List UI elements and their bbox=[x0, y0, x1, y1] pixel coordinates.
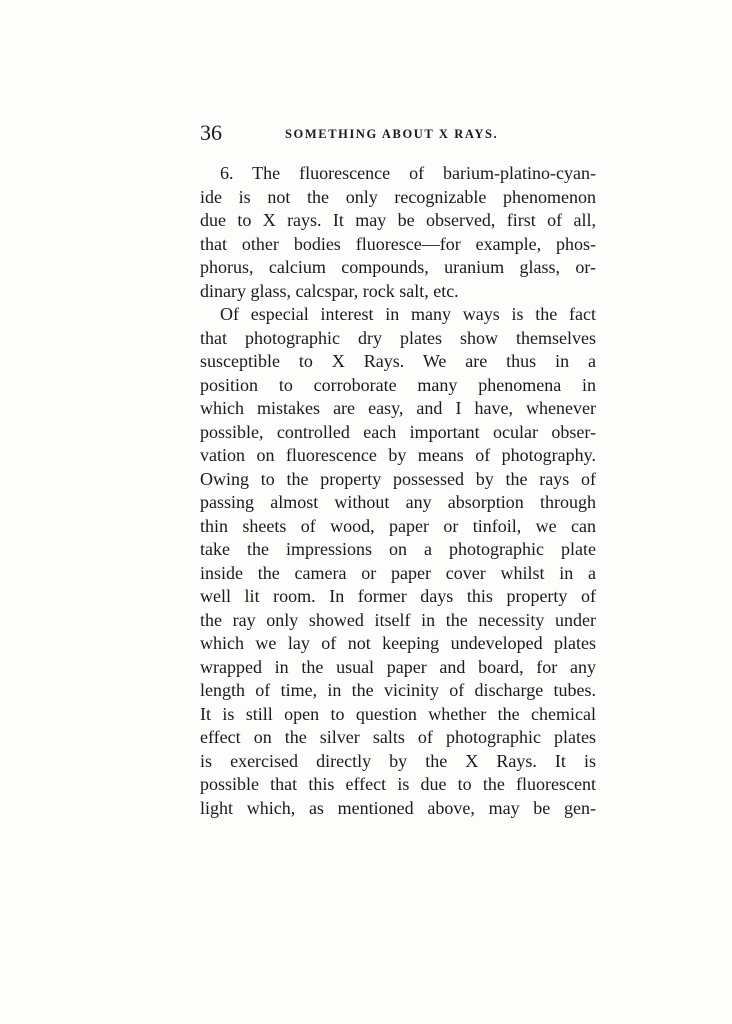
text-line: position to corroborate many phenomena in bbox=[200, 374, 596, 395]
text-line: that photographic dry plates show themselves bbox=[200, 327, 596, 348]
text-line: Of especial interest in many ways is the fact bbox=[220, 304, 596, 324]
text-line: well lit room. In former days this property of bbox=[200, 586, 596, 606]
page-number: 36 bbox=[200, 120, 222, 145]
text-line: thin sheets of wood, paper or tinfoil, we can bbox=[200, 515, 596, 536]
text-line: is exercised directly by the X Rays. It is bbox=[200, 750, 596, 771]
text-line: possible that this effect is due to the fluorescent bbox=[200, 774, 596, 794]
text-line: dinary glass, calcspar, rock salt, etc. bbox=[200, 280, 459, 301]
text-line: It is still open to question whether the chemical bbox=[200, 703, 596, 724]
text-line: length of time, in the vicinity of discharge tubes. bbox=[200, 680, 596, 700]
text-line: possible, controlled each important ocular obser- bbox=[200, 421, 596, 442]
text-line: 6. The fluorescence of barium-platino-cyan- bbox=[220, 163, 596, 183]
body-text bbox=[200, 162, 596, 820]
text-line: the ray only showed itself in the necessity under bbox=[200, 609, 596, 630]
text-line: that other bodies fluoresce—for example, phos- bbox=[200, 233, 596, 254]
text-line: effect on the silver salts of photographic plates bbox=[200, 727, 596, 747]
text-line: susceptible to X Rays. We are thus in a bbox=[200, 351, 596, 371]
text-line: light which, as mentioned above, may be gen- bbox=[200, 797, 596, 818]
text-line: wrapped in the usual paper and board, for any bbox=[200, 656, 596, 677]
text-line: ide is not the only recognizable phenomenon bbox=[200, 186, 596, 207]
text-line: passing almost without any absorption through bbox=[200, 492, 596, 512]
text-line: vation on fluorescence by means of photography. bbox=[200, 445, 596, 465]
page-header bbox=[200, 118, 600, 148]
text-line: which we lay of not keeping undeveloped plates bbox=[200, 633, 596, 653]
text-line: inside the camera or paper cover whilst in a bbox=[200, 562, 596, 583]
running-head: SOMETHING ABOUT X RAYS. bbox=[285, 127, 499, 141]
text-line: which mistakes are easy, and I have, whenever bbox=[200, 398, 596, 418]
text-line: due to X rays. It may be observed, first of all, bbox=[200, 210, 596, 230]
text-line: take the impressions on a photographic plate bbox=[200, 539, 596, 559]
text-line: Owing to the property possessed by the rays of bbox=[200, 468, 596, 489]
text-line: phorus, calcium compounds, uranium glass, or- bbox=[200, 257, 596, 277]
